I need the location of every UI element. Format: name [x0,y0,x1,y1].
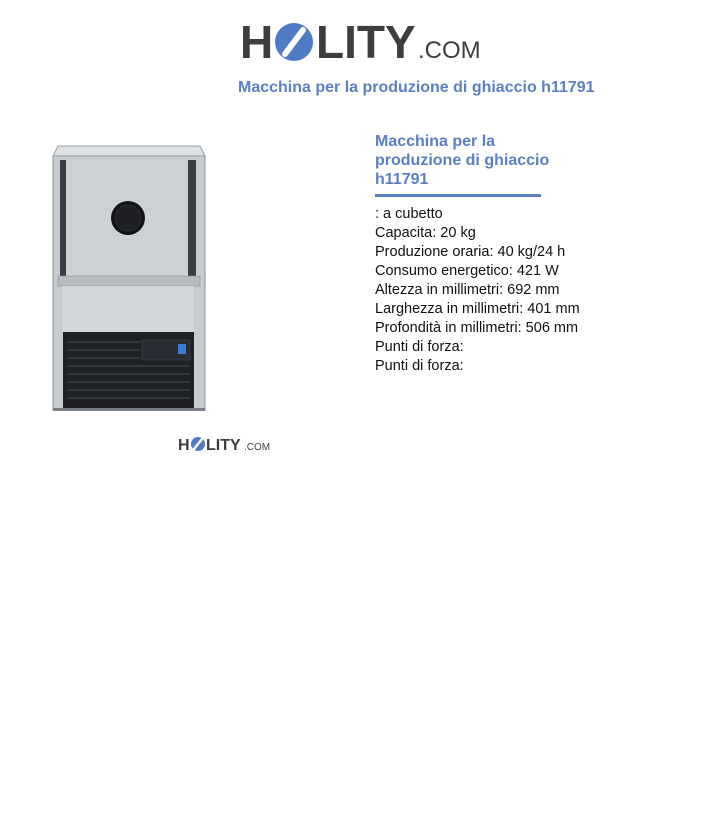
spec-strengths: Punti di forza: [375,358,464,374]
product-image [0,130,300,460]
svg-text:LITY: LITY [316,16,416,68]
spec-type: : a cubetto [375,206,443,222]
title-underline [375,194,541,197]
spec-capacity: Capacita: 20 kg [375,225,476,241]
spec-power-consumption: Consumo energetico: 421 W [375,263,559,279]
svg-text:H: H [178,437,190,454]
svg-text:.COM: .COM [244,442,271,453]
svg-text:.COM: .COM [418,37,481,64]
spec-hourly-production: Produzione oraria: 40 kg/24 h [375,244,566,260]
spec-height: Altezza in millimetri: 692 mm [375,282,560,298]
page-title: Macchina per la produzione di ghiaccio h11791 [238,79,595,96]
product-title: Macchina per la produzione di ghiaccio h11791 [375,133,550,188]
spec-width: Larghezza in millimetri: 401 mm [375,301,580,317]
spec-depth: Profondità in millimetri: 506 mm [375,320,579,336]
spec-strengths: Punti di forza: [375,339,464,355]
holity-logo [240,12,490,68]
svg-text:H: H [240,16,274,68]
product-specs [375,205,695,376]
svg-text:LITY: LITY [206,437,241,454]
